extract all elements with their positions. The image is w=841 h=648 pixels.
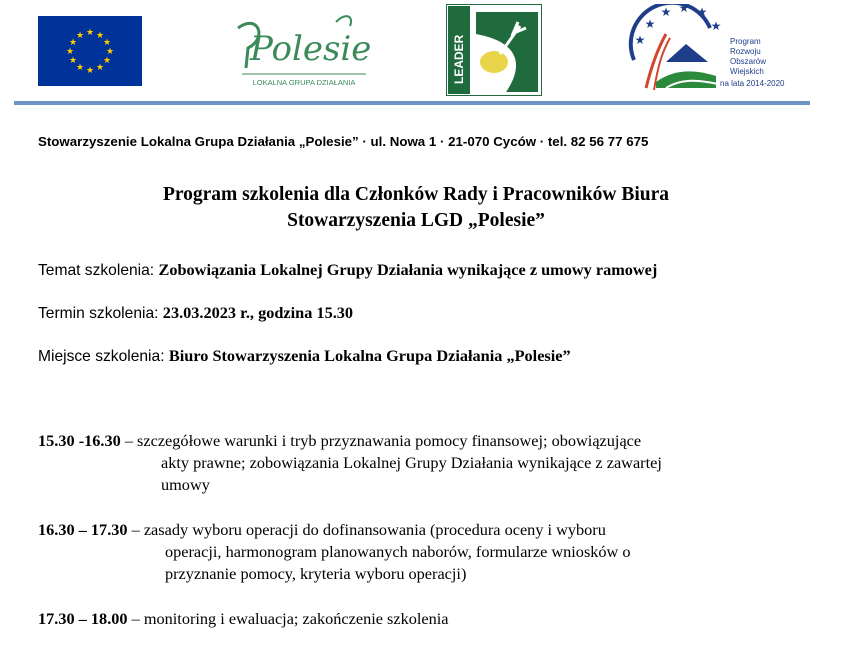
prow-line-1: Program (730, 37, 761, 46)
schedule-text: – monitoring i ewaluacja; zakończenie szkolenia (127, 609, 449, 628)
polesie-logo (228, 8, 373, 88)
header-divider (14, 101, 810, 105)
svg-text:★: ★ (75, 63, 85, 73)
leader-logo (446, 4, 542, 96)
title-line-2: Stowarzyszenia LGD „Polesie” (287, 210, 545, 231)
schedule-text: akty prawne; zobowiązania Lokalnej Grupy Działania wynikające z zawartej (161, 453, 662, 472)
polesie-logo-text: Polesie (250, 29, 372, 69)
date-value: 23.03.2023 r., godzina 15.30 (162, 303, 354, 322)
svg-text:★: ★ (678, 4, 690, 15)
schedule-text: umowy (161, 475, 210, 494)
svg-text:★: ★ (102, 56, 112, 66)
training-topic (38, 260, 657, 280)
training-date (38, 303, 353, 323)
prow-line-2: Rozwoju (730, 47, 761, 56)
topic-value: Zobowiązania Lokalnej Grupy Działania wynikające z umowy ramowej (158, 260, 658, 279)
date-label: Termin szkolenia: (38, 305, 163, 322)
place-label: Miejsce szkolenia: (38, 348, 169, 365)
leader-logo-text: LEADER (452, 34, 466, 84)
svg-text:★: ★ (696, 5, 708, 19)
svg-text:★: ★ (634, 33, 646, 47)
svg-text:★: ★ (85, 66, 95, 76)
prow-logo (626, 4, 786, 96)
svg-text:★: ★ (85, 28, 95, 38)
polesie-logo-subtext: LOKALNA GRUPA DZIAŁANIA (252, 78, 356, 87)
svg-text:★: ★ (75, 31, 85, 41)
logo-bar (0, 0, 841, 104)
topic-label: Temat szkolenia: (38, 262, 159, 279)
svg-text:★: ★ (644, 17, 656, 31)
prow-line-4: Wiejskich (730, 67, 764, 76)
schedule-text: operacji, harmonogram planowanych naborów, formularze wniosków o (165, 542, 631, 561)
svg-text:★: ★ (102, 38, 112, 48)
schedule-item-2 (38, 519, 818, 585)
svg-text:★: ★ (95, 31, 105, 41)
schedule-item-3 (38, 608, 818, 630)
eu-flag-logo (38, 16, 142, 86)
schedule-time: 16.30 – 17.30 (38, 520, 128, 539)
svg-text:★: ★ (68, 56, 78, 66)
eu-stars-icon (38, 16, 142, 86)
prow-line-5: na lata 2014-2020 (720, 79, 785, 88)
svg-text:★: ★ (65, 47, 75, 57)
organization-address: Stowarzyszenie Lokalna Grupa Działania „Polesie” · ul. Nowa 1 · 21-070 Cyców · tel. 82 56 77 675 (38, 134, 649, 149)
svg-text:★: ★ (660, 5, 672, 19)
schedule-time: 17.30 – 18.00 (38, 609, 128, 628)
place-value: Biuro Stowarzyszenia Lokalna Grupa Działania „Polesie” (168, 346, 571, 365)
schedule-time: 15.30 -16.30 (38, 431, 121, 450)
svg-text:★: ★ (710, 19, 722, 33)
schedule-text: przyznanie pomocy, kryteria wyboru operacji) (165, 564, 467, 583)
title-line-1: Program szkolenia dla Członków Rady i Pracowników Biura (162, 184, 670, 205)
svg-text:★: ★ (68, 38, 78, 48)
schedule-text: – szczegółowe warunki i tryb przyznawania pomocy finansowej; obowiązujące (120, 431, 642, 450)
prow-line-3: Obszarów (730, 57, 767, 66)
schedule-item-1 (38, 430, 818, 496)
svg-text:★: ★ (95, 63, 105, 73)
training-place (38, 346, 571, 366)
document-title (40, 182, 792, 234)
svg-text:★: ★ (105, 47, 115, 57)
schedule-text: – zasady wyboru operacji do dofinansowania (procedura oceny i wyboru (127, 520, 606, 539)
